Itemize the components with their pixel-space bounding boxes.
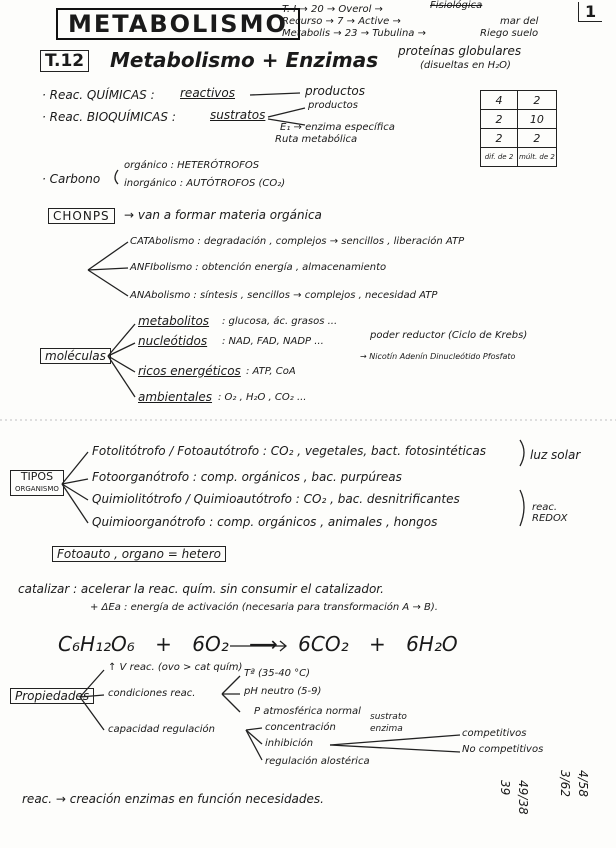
poder-reductor: poder reductor (Ciclo de Krebs) xyxy=(370,330,528,341)
prop-inhibicion: inhibición xyxy=(265,738,314,749)
margin-note-2: 3/62 xyxy=(558,770,572,797)
productos-2: productos xyxy=(308,100,359,111)
nicotin: → Nicotín Adenín Dinucleótido Pfosfato xyxy=(360,352,516,361)
carbono-inorganico: inorgánico : AUTÓTROFOS (CO₂) xyxy=(124,178,286,189)
ruta-metabolica: Ruta metabólica xyxy=(275,134,358,145)
header-note-2: Recurso → 7 → Active → xyxy=(282,16,401,27)
margin-note-4: 39 xyxy=(498,780,512,796)
page-number: 1 xyxy=(578,2,602,22)
grid-cell: 2 xyxy=(518,129,557,148)
tipos-label-2: ORGANISMO xyxy=(15,485,59,493)
prop-enzima: enzima xyxy=(370,724,403,734)
anabolismo: ANAbolismo : síntesis , sencillos → complejos , necesidad ATP xyxy=(130,290,438,301)
luz-solar: luz solar xyxy=(530,448,581,462)
header-note-1: T. I → 20 → Overol → xyxy=(282,4,383,15)
chonps-text: → van a formar materia orgánica xyxy=(124,208,322,222)
ricos-energeticos: ricos energéticos xyxy=(138,364,241,378)
tipos-label-1: TIPOS xyxy=(20,470,54,483)
metabolitos: metabolitos xyxy=(138,314,210,328)
fotoorganotrofo: Fotoorganótrofo : comp. orgánicos , bac. purpúreas xyxy=(92,470,402,484)
reactivos: reactivos xyxy=(180,86,236,100)
prop-temp: Tª (35-40 °C) xyxy=(244,668,311,679)
prop-ph: pH neutro (5-9) xyxy=(244,686,322,697)
carbono-label: · Carbono xyxy=(42,172,101,186)
grid-cell: múlt. de 2 xyxy=(518,148,557,167)
quimioorganotrofo: Quimioorganótrofo : comp. orgánicos , animales , hongos xyxy=(92,515,438,529)
tipos-footer: Fotoauto , organo = hetero xyxy=(52,546,226,562)
carbono-organico: orgánico : HETERÓTROFOS xyxy=(124,160,260,171)
header-note-right-1: Fisiológica xyxy=(430,0,483,11)
prop-no-competitivos: No competitivos xyxy=(462,744,544,755)
prop-patm: P atmosférica normal xyxy=(254,706,361,717)
header-note-3: Metabolis → 23 → Tubulina → xyxy=(282,28,426,39)
topic-side-2: (disueltas en H₂O) xyxy=(420,60,511,71)
catalizar-line-2: + ΔEa : energía de activación (necesaria para transformación A → B). xyxy=(90,602,438,613)
moleculas-label: moléculas xyxy=(40,348,111,364)
prop-condiciones: condiciones reac. xyxy=(108,688,196,699)
prop-capacidad: capacidad regulación xyxy=(108,724,215,735)
topic-title: Metabolismo + Enzimas xyxy=(110,48,379,72)
catalizar-line-1: catalizar : acelerar la reac. quím. sin consumir el catalizador. xyxy=(18,582,384,596)
topic-code: T.12 xyxy=(40,50,89,72)
margin-note-1: 4/58 xyxy=(576,770,590,797)
grid-cell: dif. de 2 xyxy=(481,148,518,167)
prop-competitivos: competitivos xyxy=(462,728,527,739)
ricos-ex: : ATP, CoA xyxy=(246,366,296,377)
margin-note-3: 49/38 xyxy=(516,780,530,815)
grid-cell: 2 xyxy=(518,91,557,110)
grid-cell: 10 xyxy=(518,110,557,129)
page-title: METABOLISMO xyxy=(56,8,300,40)
fotolitotrofo: Fotolitótrofo / Fotoautótrofo : CO₂ , vegetales, bact. fotosintéticas xyxy=(92,444,486,458)
metabolitos-ex: : glucosa, ác. grasos ... xyxy=(222,316,338,327)
prop-velocidad: ↑ V reac. (ovo > cat quím) xyxy=(108,662,243,673)
sustratos: sustratos xyxy=(210,108,266,122)
prop-alosterica: regulación alostérica xyxy=(265,756,370,767)
grid-cell: 2 xyxy=(481,129,518,148)
quimiolitotrofo: Quimiolitótrofo / Quimioautótrofo : CO₂ , bac. desnitrificantes xyxy=(92,492,460,506)
catabolismo: CATAbolismo : degradación , complejos → sencillos , liberación ATP xyxy=(130,236,465,247)
topic-side: proteínas globulares xyxy=(398,44,522,58)
prop-concentracion: concentración xyxy=(265,722,336,733)
footer-line: reac. → creación enzimas en función necesidades. xyxy=(22,792,324,806)
nucleotidos: nucleótidos xyxy=(138,334,208,348)
header-note-right-4: Riego suelo xyxy=(480,28,539,39)
grid-cell: 2 xyxy=(481,110,518,129)
tipos-label xyxy=(10,470,64,496)
equation: C₆H₁₂O₆ + 6O₂ ⟶ 6CO₂ + 6H₂O xyxy=(58,632,458,656)
nucleotidos-ex: : NAD, FAD, NADP ... xyxy=(222,336,324,347)
ambientales-ex: : O₂ , H₂O , CO₂ ... xyxy=(218,392,307,403)
ambientales: ambientales xyxy=(138,390,213,404)
productos-1: productos xyxy=(305,84,366,98)
anfibolismo: ANFIbolismo : obtención energía , almacenamiento xyxy=(130,262,387,273)
enzima-especifica: E₁ → enzima específica xyxy=(280,122,395,133)
reac-bioquimicas-label: · Reac. BIOQUÍMICAS : xyxy=(42,110,176,124)
number-grid xyxy=(480,90,557,167)
header-note-right-3: mar del xyxy=(500,16,539,27)
prop-sustrato: sustrato xyxy=(370,712,407,722)
chonps-label: CHONPS xyxy=(48,208,115,224)
reac-quimicas-label: · Reac. QUÍMICAS : xyxy=(42,88,155,102)
propiedades-label: Propiedades xyxy=(10,688,94,704)
grid-cell: 4 xyxy=(481,91,518,110)
reac-redox: reac. REDOX xyxy=(532,502,568,524)
